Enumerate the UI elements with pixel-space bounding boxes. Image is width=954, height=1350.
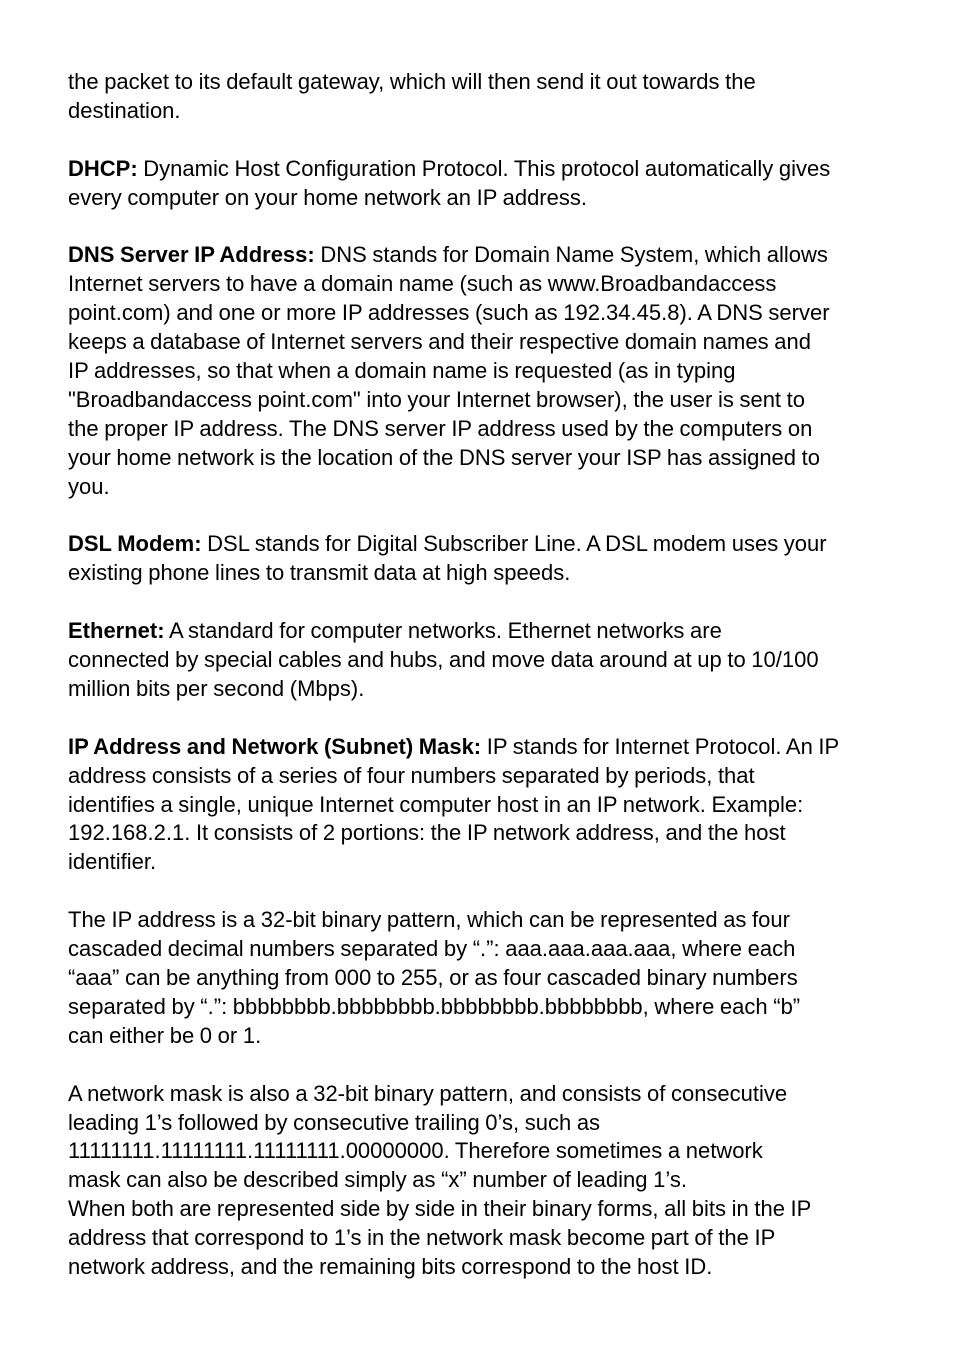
term-ip-address-and-network-mask: IP Address and Network (Subnet) Mask: [68, 733, 482, 759]
text-line: every computer on your home network an IP address. [68, 184, 587, 210]
definition-text: A standard for computer networks. Ethernet networks are [164, 618, 722, 644]
text-line: destination. [68, 97, 181, 123]
text-line [68, 155, 884, 184]
text-line: you. [68, 473, 110, 499]
paragraph-dhcp [68, 155, 884, 213]
paragraph-intro-continuation [68, 68, 884, 126]
term-ethernet: Ethernet: [68, 618, 165, 644]
definition-text: IP stands for Internet Protocol. An IP [481, 733, 840, 759]
text-line: Internet servers to have a domain name (such as www.Broadbandaccess [68, 271, 777, 297]
paragraph-binary-forms [68, 1195, 884, 1282]
text-line: your home network is the location of the DNS server your ISP has assigned to [68, 444, 820, 470]
text-line: address that correspond to 1’s in the network mask become part of the IP [68, 1225, 776, 1251]
text-line: The IP address is a 32-bit binary pattern, which can be represented as four [68, 907, 790, 933]
paragraph-dns-server-ip-address [68, 241, 884, 501]
text-line: network address, and the remaining bits correspond to the host ID. [68, 1254, 713, 1280]
text-line: connected by special cables and hubs, and move data around at up to 10/100 [68, 647, 819, 673]
paragraph-ip-address-and-network-mask [68, 733, 884, 878]
term-dhcp: DHCP: [68, 155, 138, 181]
definition-text: DNS stands for Domain Name System, which allows [314, 242, 828, 268]
text-line: 11111111.11111111.11111111.00000000. Therefore sometimes a network [68, 1138, 763, 1164]
text-line: identifier. [68, 849, 157, 875]
text-line: separated by “.”: bbbbbbbb.bbbbbbbb.bbbbbbbb.bbbbbbbb, where each “b” [68, 993, 801, 1019]
text-line: the proper IP address. The DNS server IP address used by the computers on [68, 415, 813, 441]
text-line: address consists of a series of four numbers separated by periods, that [68, 762, 755, 788]
text-line: million bits per second (Mbps). [68, 675, 365, 701]
text-line: leading 1’s followed by consecutive trailing 0’s, such as [68, 1109, 601, 1135]
text-line: point.com) and one or more IP addresses (such as 192.34.45.8). A DNS server [68, 300, 830, 326]
paragraph-network-mask-32-bit [68, 1080, 884, 1196]
text-line [68, 733, 884, 762]
definition-text: Dynamic Host Configuration Protocol. This protocol automatically gives [137, 155, 831, 181]
text-line: keeps a database of Internet servers and their respective domain names and [68, 329, 811, 355]
text-line: identifies a single, unique Internet computer host in an IP network. Example: [68, 791, 804, 817]
text-line: “aaa” can be anything from 000 to 255, or as four cascaded binary numbers [68, 965, 798, 990]
term-dsl-modem: DSL Modem: [68, 531, 202, 557]
text-line: can either be 0 or 1. [68, 1022, 262, 1048]
text-line: A network mask is also a 32-bit binary pattern, and consists of consecutive [68, 1080, 788, 1106]
text-line [68, 617, 884, 646]
text-line: When both are represented side by side in their binary forms, all bits in the IP [68, 1196, 812, 1222]
paragraph-ip-address-32-bit [68, 906, 884, 1051]
text-line [68, 530, 884, 559]
paragraph-ethernet [68, 617, 884, 704]
text-line: cascaded decimal numbers separated by “.”: aaa.aaa.aaa.aaa, where each [68, 936, 796, 962]
text-line: the packet to its default gateway, which will then send it out towards the [68, 69, 756, 94]
document-page [68, 68, 884, 1282]
text-line: mask can also be described simply as “x” number of leading 1’s. [68, 1167, 687, 1193]
text-line: existing phone lines to transmit data at high speeds. [68, 560, 571, 586]
term-dns-server-ip-address: DNS Server IP Address: [68, 242, 315, 268]
text-line: "Broadbandaccess point.com" into your Internet browser), the user is sent to [68, 386, 805, 412]
text-line: 192.168.2.1. It consists of 2 portions: the IP network address, and the host [68, 820, 786, 846]
paragraph-dsl-modem [68, 530, 884, 588]
text-line [68, 241, 884, 270]
text-line: IP addresses, so that when a domain name is requested (as in typing [68, 358, 736, 384]
definition-text: DSL stands for Digital Subscriber Line. A DSL modem uses your [201, 531, 827, 557]
